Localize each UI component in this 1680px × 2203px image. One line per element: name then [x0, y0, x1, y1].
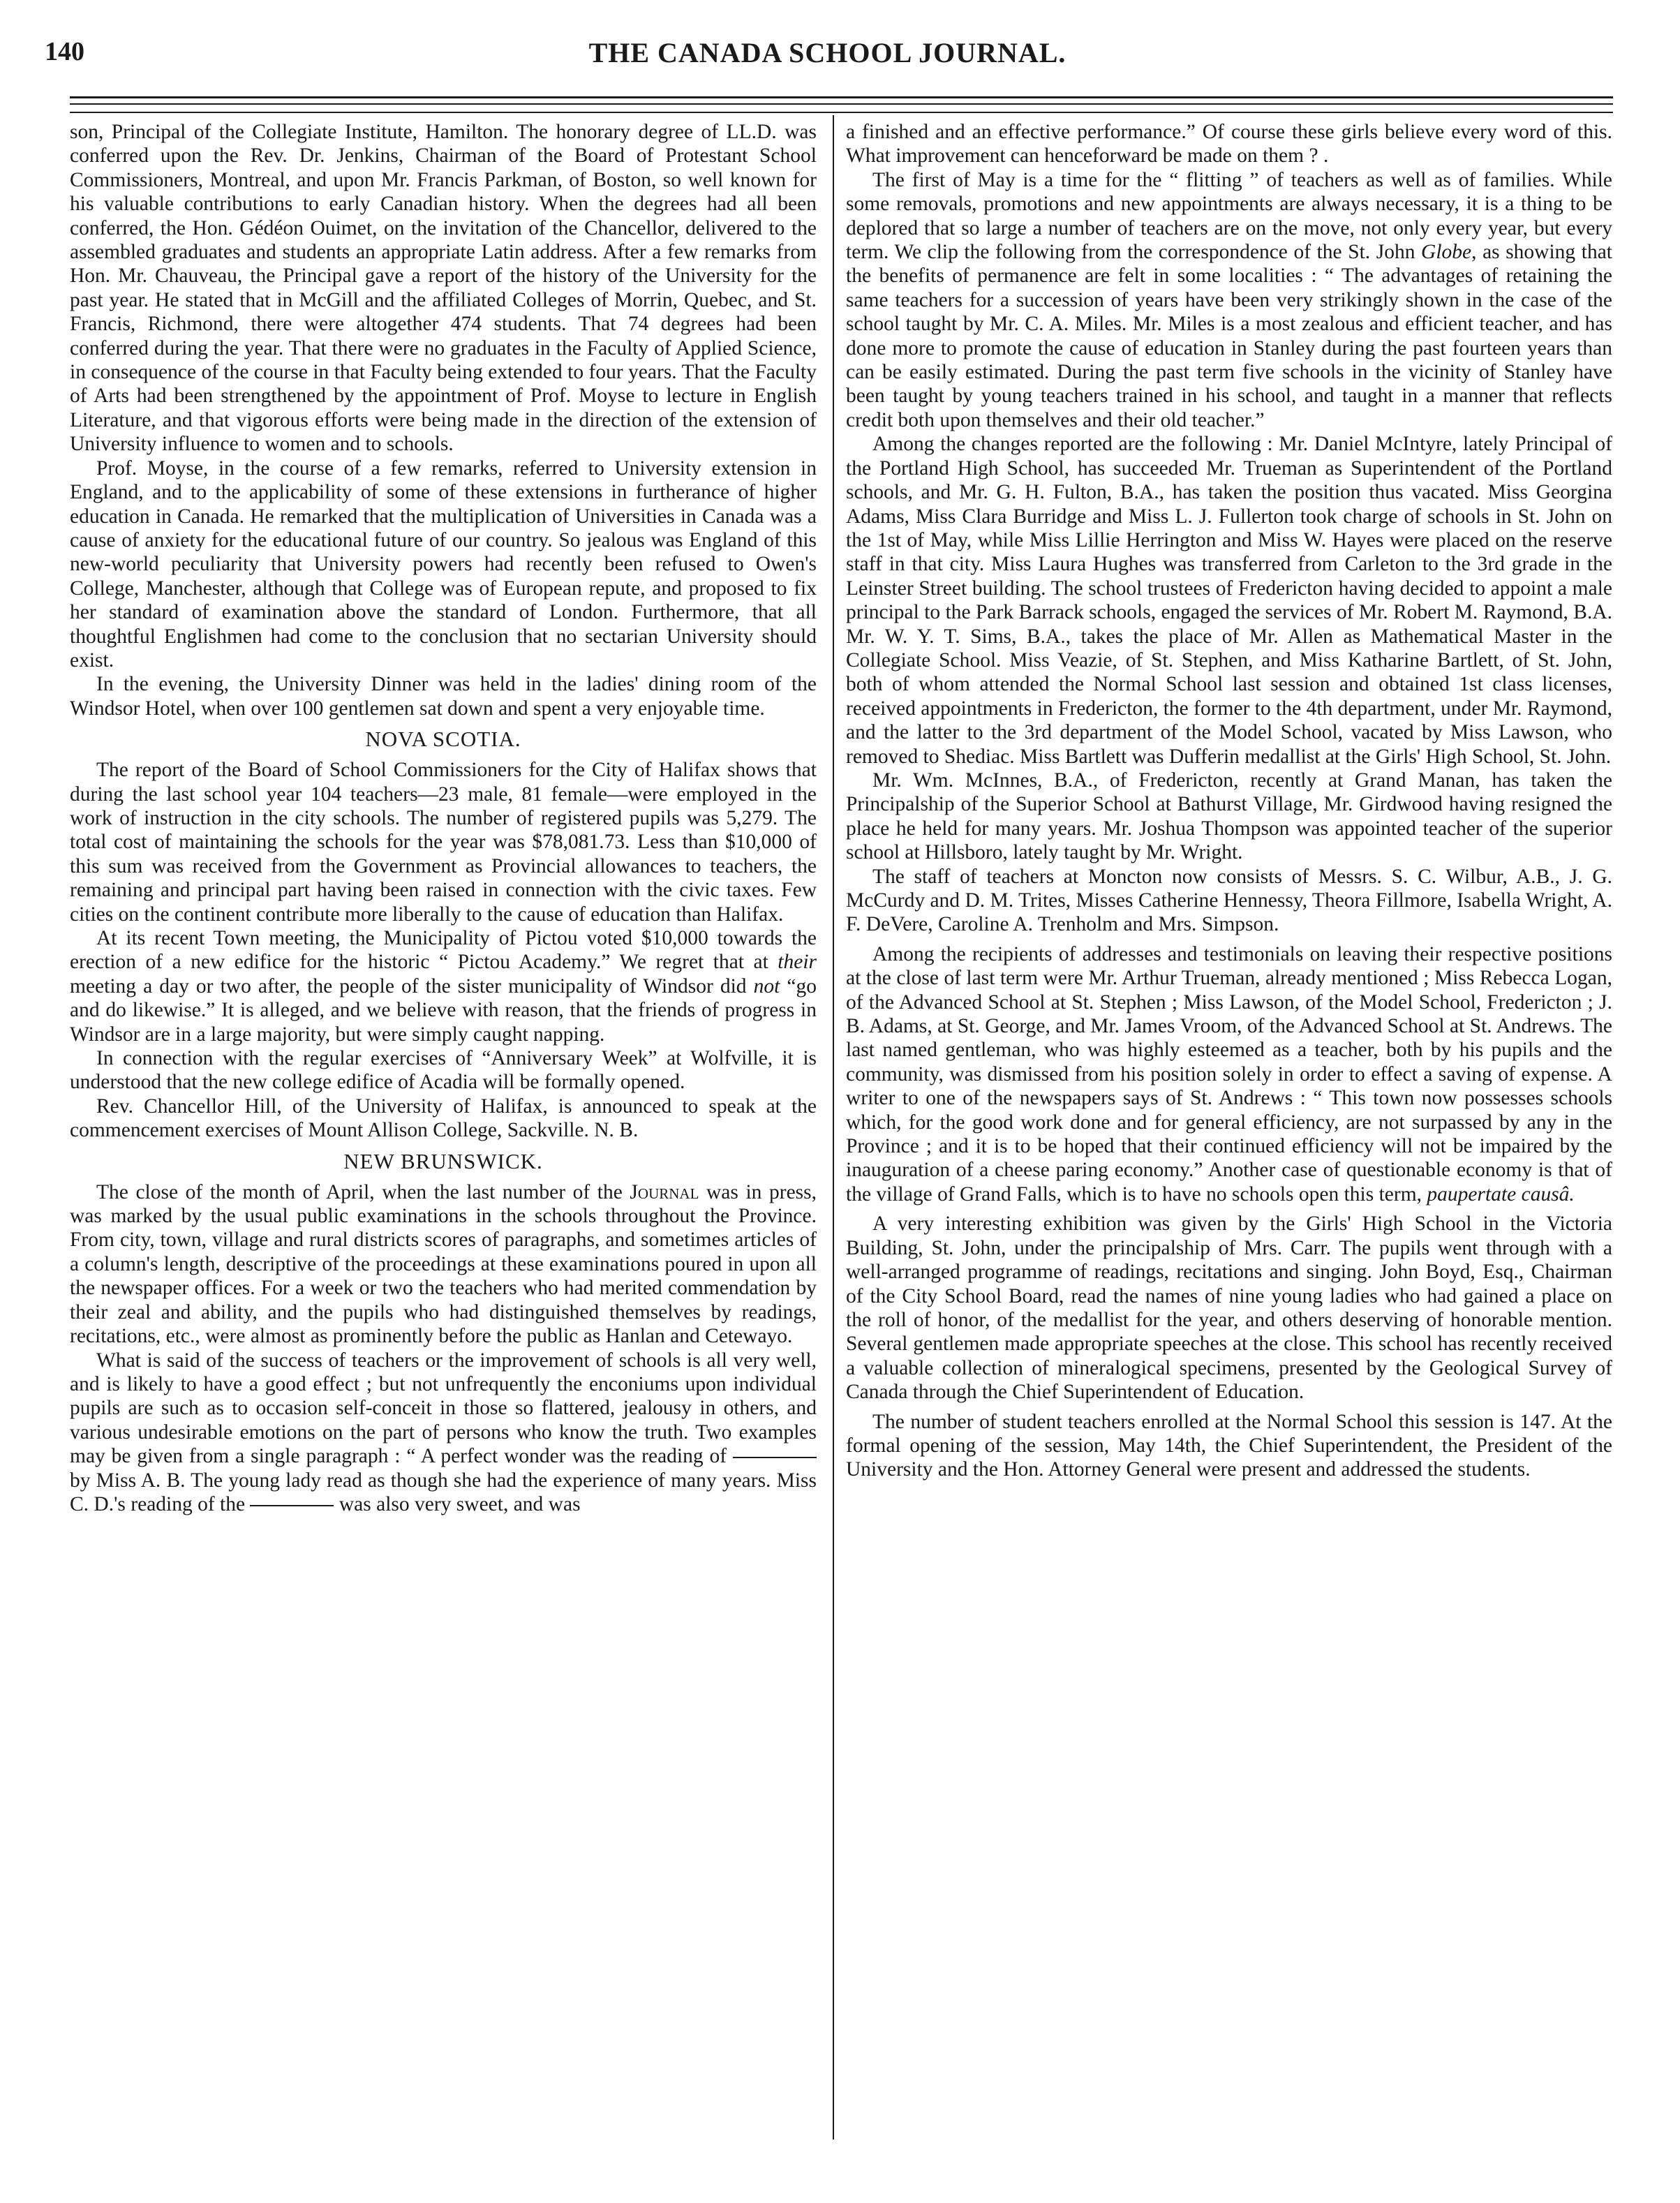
journal-name: Journal [630, 1180, 699, 1203]
header-rule-double [70, 103, 1613, 105]
text-run: At its recent Town meeting, the Municipality of Pictou voted $10,000 towards the erection of a new edifice for the historic “ Pictou Academy.” We regret that at [70, 927, 817, 974]
left-column [70, 120, 817, 1516]
column-divider [833, 115, 834, 2139]
right-column [846, 120, 1612, 1482]
paragraph: Rev. Chancellor Hill, of the University of Halifax, is announced to speak at the commencement exercises of Mount Allison College, Sackville. N. B. [70, 1095, 817, 1142]
journal-title: THE CANADA SCHOOL JOURNAL. [588, 37, 1066, 68]
paragraph [846, 942, 1612, 1206]
header-rule [70, 96, 1613, 98]
italic-word: not [753, 974, 780, 997]
text-run: What is said of the success of teachers or the improvement of schools is all very well, and is likely to have a good effect ; but not unfrequently the enconiums upon individual pupils are such as to occasion self-conceit in those so flattered, jealousy in others, and various undesirable emotions on the part of persons who know the truth. Two examples may be given from a single paragraph : “ A perfect wonder was the reading of [70, 1349, 817, 1468]
paragraph [70, 1349, 817, 1517]
paragraph: son, Principal of the Collegiate Institute, Hamilton. The honorary degree of LL.D. was conferred upon the Rev. Dr. Jenkins, Chairman of the Board of Protestant School Commissioners, Montreal, and upon Mr. Francis Parkman, of Boston, so well known for his valuable contributions to early Canadian history. When the degrees had all been conferred, the Hon. Gédéon Ouimet, on the invitation of the Chancellor, delivered to the assembled graduates and students an appropriate Latin address. After a few remarks from Hon. Mr. Chauveau, the Principal gave a report of the history of the University for the past year. He stated that in McGill and the affiliated Colleges of Morrin, Quebec, and St. Francis, Richmond, there were altogether 474 students. That 74 degrees had been conferred during the year. That there were no graduates in the Faculty of Applied Science, in consequence of the course in that Faculty being extended to four years. That the Faculty of Arts had been strengthened by the appointment of Prof. Moyse to lecture in English Literature, and that vigorous efforts were being made in the direction of the extension of University influence to women and to schools. [70, 121, 817, 456]
section-heading-new-brunswick: NEW BRUNSWICK. [343, 1148, 543, 1173]
text-run: meeting a day or two after, the people of the sister municipality of Windsor did [70, 974, 754, 997]
paragraph: In the evening, the University Dinner was held in the ladies' dining room of the Windsor Hotel, when over 100 gentlemen sat down and spent a very enjoyable time. [70, 673, 817, 720]
paragraph: A very interesting exhibition was given by the Girls' High School in the Victoria Building, St. John, under the principalship of Mrs. Carr. The pupils went through with a well-arranged programme of readings, recitations and singing. John Boyd, Esq., Chairman of the City School Board, read the names of nine young ladies who had gained a place on the roll of honor, of the medallist for the year, and others deserving of honorable mention. Several gentlemen made appropriate speeches at the close. This school has recently received a valuable collection of mineralogical specimens, presented by the Geological Survey of Canada through the Chief Superintendent of Education. [846, 1212, 1612, 1404]
running-head [42, 36, 1613, 78]
italic-phrase: paupertate causâ. [1427, 1182, 1575, 1206]
italic-word: their [778, 951, 817, 974]
section-heading-nova-scotia: NOVA SCOTIA. [365, 727, 521, 752]
paragraph: The number of student teachers enrolled at the Normal School this session is 147. At the formal opening of the session, May 14th, the Chief Superintendent, the President of the University and the Hon. Attorney General were present and addressed the students. [846, 1410, 1612, 1481]
text-run: by Miss A. B. The young lady read as though she had the experience of many years. Miss C. D.'s reading of the [70, 1469, 817, 1515]
page-number: 140 [45, 37, 84, 66]
text-run: was in press, was marked by the usual public examinations in the schools throughout the Province. From city, town, village and rural districts scores of paragraphs, and sometimes articles of a column's length, descriptive of the proceedings at these examinations poured in upon all the newspaper offices. For a week or two the teachers who had merited commendation by their zeal and ability, and the pupils who had distinguished themselves by readings, recitations, etc., were almost as prominently before the public as Hanlan and Cetewayo. [70, 1180, 817, 1348]
paragraph [846, 168, 1612, 432]
text-run: The close of the month of April, when the last number of the [96, 1180, 630, 1203]
text-run: , as showing that the benefits of permanence are felt in some localities : “ The advantages of retaining the same teachers for a succession of years have been very strikingly shown in the case of the school taught by Mr. C. A. Miles. Mr. Miles is a most zealous and efficient teacher, and has done more to promote the cause of education in Stanley during the past fourteen years than can be easily estimated. During the past term five schools in the vicinity of Stanley have been taught by young teachers trained in his school, and taught in a manner that reflects credit both upon themselves and their old teacher.” [846, 241, 1612, 431]
blank-dash [250, 1505, 334, 1506]
paragraph: Prof. Moyse, in the course of a few remarks, referred to University extension in England, and to the applicability of some of these extensions in furtherance of higher education in Canada. He remarked that the multiplication of Universities in Canada was a cause of anxiety for the educational future of our country. So jealous was England of this new-world peculiarity that University powers had recently been refused to Owen's College, Manchester, although that College was of European repute, and proposed to fix her standard of examination above the standard of London. Furthermore, that all thoughtful Englishmen had come to the conclusion that no sectarian University should exist. [70, 457, 817, 672]
paragraph [70, 926, 817, 1046]
blank-dash [733, 1457, 817, 1458]
paragraph: Mr. Wm. McInnes, B.A., of Fredericton, recently at Grand Manan, has taken the Principalship of the Superior School at Bathurst Village, Mr. Girdwood having resigned the place he held for many years. Mr. Joshua Thompson was appointed teacher of the superior school at Hillsboro, lately taught by Mr. Wright. [846, 769, 1612, 864]
paragraph: a finished and an effective performance.” Of course these girls believe every word of this. What improvement can henceforward be made on them ? . [846, 121, 1612, 168]
text-run: “go and do likewise.” It is alleged, and we believe with reason, that the friends of progress in Windsor are in a large majority, but were simply caught napping. [70, 974, 817, 1046]
paragraph: The staff of teachers at Moncton now consists of Messrs. S. C. Wilbur, A.B., J. G. McCurdy and D. M. Trites, Misses Catherine Hennessy, Theora Fillmore, Isabella Wright, A. F. DeVere, Caroline A. Trenholm and Mrs. Simpson. [846, 865, 1612, 936]
text-run: The first of May is a time for the “ flitting ” of teachers as well as of families. While some removals, promotions and new appointments are always necessary, it is a thing to be deplored that so large a number of teachers are on the move, not only every year, but every term. We clip the following from the correspondence of the St. John [846, 168, 1612, 264]
text-run: was also very sweet, and was [334, 1492, 581, 1515]
paragraph [70, 1180, 817, 1349]
header-rule-lower [70, 112, 1613, 113]
paragraph: The report of the Board of School Commissioners for the City of Halifax shows that during the last school year 104 teachers—23 male, 81 female—were employed in the work of instruction in the city schools. The number of registered pupils was 5,279. The total cost of maintaining the schools for the year was $78,081.73. Less than $10,000 of this sum was received from the Government as Provincial allowances to teachers, the remaining and principal part having been raised in connection with the civic taxes. Few cities on the continent contribute more liberally to the cause of education than Halifax. [70, 759, 817, 926]
text-run: Among the recipients of addresses and testimonials on leaving their respective positions at the close of last term were Mr. Arthur Trueman, already mentioned ; Miss Rebecca Logan, of the Advanced School at St. Stephen ; Miss Lawson, of the Model School, Fredericton ; J. B. Adams, at St. George, and Mr. James Vroom, of the Advanced School at St. Andrews. The last named gentleman, who was highly esteemed as a teacher, both by his pupils and the community, was dismissed from his position solely in order to effect a saving of expense. A writer to one of the newspapers says of St. Andrews : “ This town now possesses schools which, for the good work done and for general efficiency, are not surpassed by any in the Province ; and it is to be hoped that their continued efficiency will not be impaired by the inauguration of a cheese paring economy.” Another case of questionable economy is that of the village of Grand Falls, which is to have no schools open this term, [846, 942, 1612, 1206]
paragraph: Among the changes reported are the following : Mr. Daniel McIntyre, lately Principal of the Portland High School, has succeeded Mr. Trueman as Superintendent of the Portland schools, and Mr. G. H. Fulton, B.A., has taken the position thus vacated. Miss Georgina Adams, Miss Clara Burridge and Miss L. J. Fullerton took charge of schools in St. John on the 1st of May, while Miss Lillie Herrington and Miss W. Hayes were placed on the reserve staff in that city. Miss Laura Hughes was transferred from Carleton to the 3rd grade in the Leinster Street building. The school trustees of Fredericton having decided to appoint a male principal to the Park Barrack schools, engaged the services of Mr. Robert M. Raymond, B.A. Mr. W. Y. T. Sims, B.A., takes the place of Mr. Allen as Mathematical Master in the Collegiate School. Miss Veazie, of St. Stephen, and Miss Katharine Bartlett, of St. John, both of whom attended the Normal School last session and obtained 1st class licenses, received appointments in Fredericton, the former to the 4th department, under Mr. Raymond, and the latter to the 3rd department of the Model School, vacated by Miss Lawson, who removed to Shediac. Miss Bartlett was Dufferin medallist at the Girls' High School, St. John. [846, 433, 1612, 768]
paragraph: In connection with the regular exercises of “Anniversary Week” at Wolfville, it is understood that the new college edifice of Acadia will be formally opened. [70, 1047, 817, 1094]
italic-word: Globe [1421, 241, 1472, 264]
